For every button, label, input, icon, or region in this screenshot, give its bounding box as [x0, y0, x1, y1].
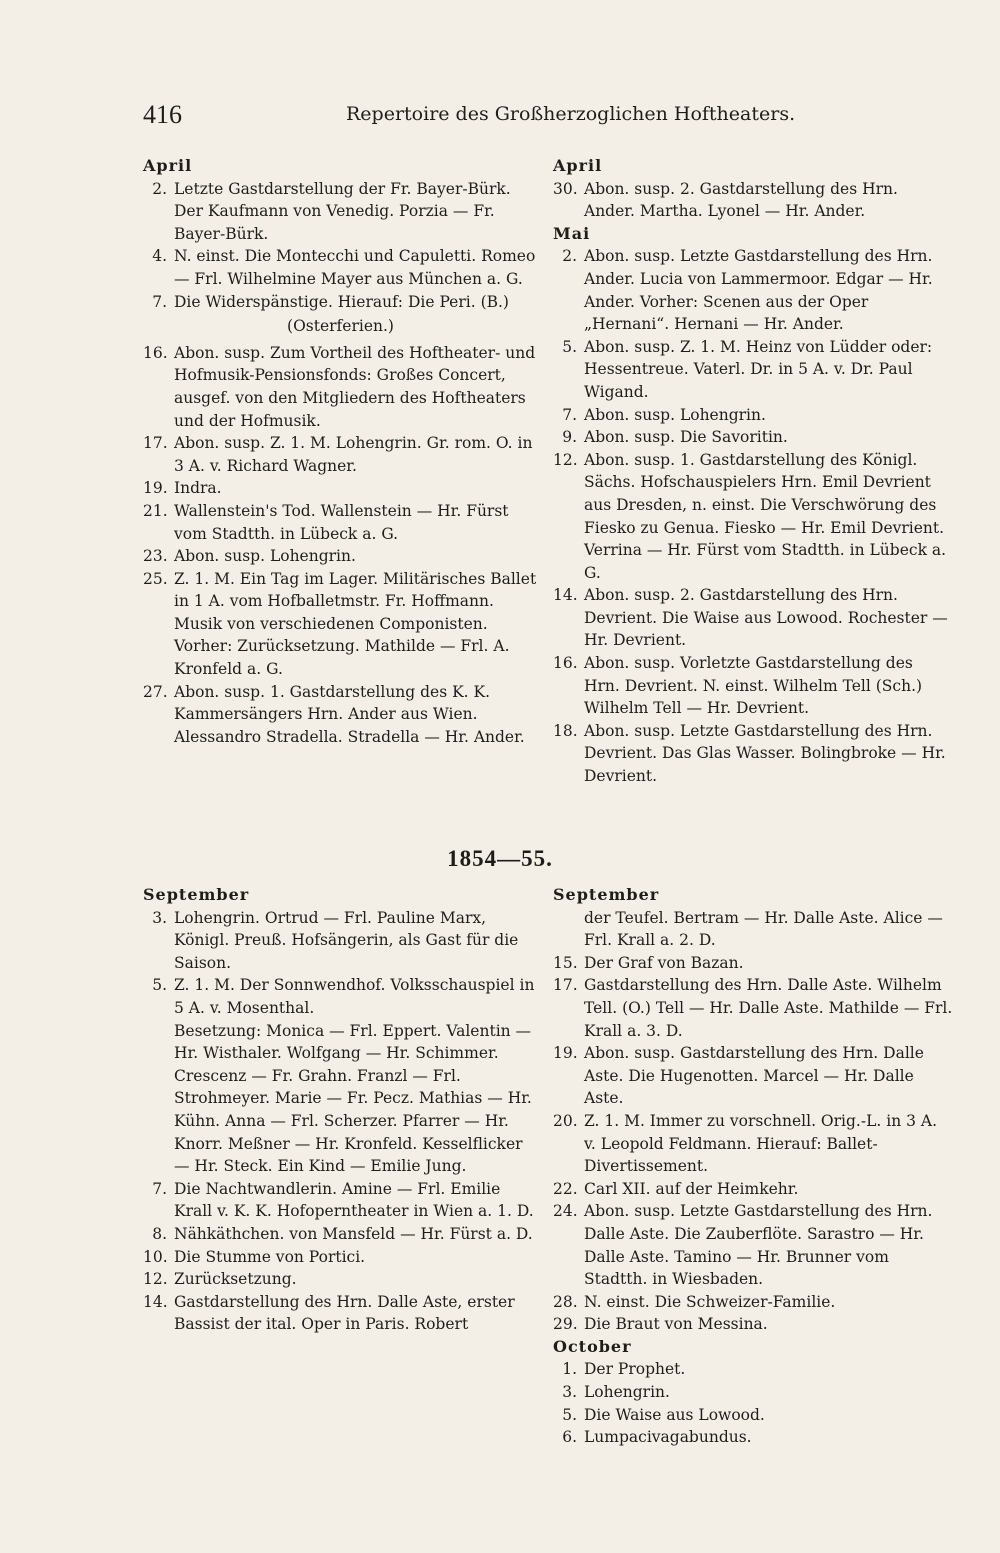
entry-day: 23. — [143, 547, 168, 566]
entry-day: 7. — [152, 1179, 167, 1198]
entry-day: 2. — [152, 179, 167, 198]
repertoire-entry — [143, 568, 538, 681]
entry-text: Wallenstein's Tod. Wallenstein — Hr. Fürst vom Stadtth. in Lübeck a. G. — [174, 501, 509, 543]
repertoire-entry — [553, 336, 953, 404]
entry-day: 4. — [152, 247, 167, 266]
entry-text: Die Stumme von Portici. — [174, 1247, 366, 1266]
repertoire-entry — [143, 477, 538, 500]
repertoire-entry — [553, 1110, 953, 1178]
repertoire-entry — [143, 342, 538, 432]
repertoire-entry — [143, 245, 538, 290]
month-heading: September — [553, 885, 660, 904]
entry-text: Abon. susp. 2. Gastdarstellung des Hrn. Devrient. Die Waise aus Lowood. Rochester — Hr. Devrient. — [584, 586, 948, 650]
entry-text: Z. 1. M. Ein Tag im Lager. Militärisches Ballet in 1 A. vom Hofballetmstr. Fr. Hoffmann. Musik von verschiedenen Componisten. Vorher: Zurücksetzung. Mathilde — Frl. A. Kronfeld a. G. — [174, 569, 537, 679]
entry-day: 5. — [152, 976, 167, 995]
entry-day: 10. — [143, 1247, 168, 1266]
entry-text: Letzte Gastdarstellung der Fr. Bayer-Bürk. Der Kaufmann von Venedig. Porzia — Fr. Bayer-Bürk. — [174, 179, 511, 243]
repertoire-entry — [553, 178, 953, 223]
entry-text: N. einst. Die Schweizer-Familie. — [584, 1292, 836, 1311]
entry-day: 8. — [152, 1224, 167, 1243]
entry-day: 30. — [553, 179, 578, 198]
repertoire-entry — [553, 720, 953, 788]
entry-day: 20. — [553, 1111, 578, 1130]
month-heading: April — [553, 156, 603, 175]
entry-day: 6. — [562, 1428, 577, 1447]
entry-text: Abon. susp. Letzte Gastdarstellung des Hrn. Dalle Aste. Die Zauberflöte. Sarastro — Hr. Dalle Aste. Tamino — Hr. Brunner vom Stadtth. in Wiesbaden. — [584, 1202, 933, 1289]
entry-day: 17. — [143, 434, 168, 453]
entry-day: 16. — [143, 343, 168, 362]
entry-text: Abon. susp. Letzte Gastdarstellung des Hrn. Ander. Lucia von Lammermoor. Edgar — Hr. Ander. Vorher: Scenen aus der Oper „Hernani“. Hernani — Hr. Ander. — [584, 247, 933, 334]
repertoire-entry — [143, 974, 538, 1019]
repertoire-entry — [553, 584, 953, 652]
entry-day: 28. — [553, 1292, 578, 1311]
page-header — [143, 100, 796, 140]
entry-day: 27. — [143, 682, 168, 701]
repertoire-entry — [553, 1404, 953, 1427]
repertoire-entry — [553, 404, 953, 427]
season-heading: 1854—55. — [447, 846, 553, 871]
entry-day: 14. — [143, 1292, 168, 1311]
column-top-left — [143, 155, 538, 748]
repertoire-entry — [553, 1178, 953, 1201]
entry-text: Abon. susp. Letzte Gastdarstellung des Hrn. Devrient. Das Glas Wasser. Bolingbroke — Hr. Devrient. — [584, 721, 946, 786]
repertoire-entry — [553, 449, 953, 585]
entry-day: 3. — [152, 908, 167, 927]
entry-text: Der Prophet. — [584, 1360, 686, 1379]
entry-text: Abon. susp. Gastdarstellung des Hrn. Dalle Aste. Die Hugenotten. Marcel — Hr. Dalle Aste. — [584, 1044, 924, 1108]
repertoire-entry — [553, 652, 953, 720]
entry-day: 22. — [553, 1179, 578, 1198]
repertoire-entry — [143, 1223, 538, 1246]
entry-day: 14. — [553, 586, 578, 605]
repertoire-entry — [143, 1246, 538, 1269]
entry-day: 12. — [553, 450, 578, 469]
entry-day: 15. — [553, 953, 578, 972]
entry-day: 19. — [143, 479, 168, 498]
entry-text: Die Waise aus Lowood. — [584, 1405, 765, 1424]
repertoire-entry — [553, 974, 953, 1042]
month-heading: April — [143, 156, 193, 175]
repertoire-entry — [143, 291, 538, 314]
entry-day: 7. — [152, 292, 167, 311]
column-bottom-right — [553, 884, 953, 1449]
entry-day: 3. — [562, 1383, 577, 1402]
entry-day: 17. — [553, 976, 578, 995]
entry-text: Abon. susp. Vorletzte Gastdarstellung des Hrn. Devrient. N. einst. Wilhelm Tell (Sch.) Wilhelm Tell — Hr. Devrient. — [584, 654, 923, 718]
column-bottom-left — [143, 884, 538, 1336]
entry-text: Abon. susp. Zum Vortheil des Hoftheater- und Hofmusik-Pensionsfonds: Großes Concert, ausgef. von den Mitgliedern des Hoftheaters und der Hofmusik. — [174, 343, 536, 430]
entry-text: Carl XII. auf der Heimkehr. — [584, 1179, 799, 1198]
repertoire-entry — [553, 1381, 953, 1404]
repertoire-entry — [143, 500, 538, 545]
entry-text: Die Widerspänstige. Hierauf: Die Peri. (B.) — [174, 292, 509, 311]
break-note: (Osterferien.) — [287, 317, 394, 336]
entry-text: Nähkäthchen. von Mansfeld — Hr. Fürst a. D. — [174, 1224, 533, 1243]
entry-text: Abon. susp. 1. Gastdarstellung des Königl. Sächs. Hofschauspielers Hrn. Emil Devrient aus Dresden, n. einst. Die Verschwörung des Fiesko zu Genua. Fiesko — Hr. Emil Devrient. Verrina — Hr. Fürst vom Stadtth. in Lübeck a. G. — [584, 450, 947, 582]
repertoire-entry — [553, 426, 953, 449]
repertoire-entry — [553, 1358, 953, 1381]
column-top-right — [553, 155, 953, 788]
repertoire-entry — [553, 1313, 953, 1336]
entry-text: Die Nachtwandlerin. Amine — Frl. Emilie Krall v. K. K. Hofoperntheater in Wien a. 1. D. — [174, 1179, 534, 1221]
entry-day: 18. — [553, 721, 578, 740]
entry-day: 24. — [553, 1202, 578, 1221]
repertoire-entry — [553, 245, 953, 335]
repertoire-entry — [143, 432, 538, 477]
entry-continuation: der Teufel. Bertram — Hr. Dalle Aste. Alice — Frl. Krall a. 2. D. — [584, 908, 943, 950]
entry-text: Lumpacivagabundus. — [584, 1428, 752, 1447]
entry-text: Die Braut von Messina. — [584, 1315, 768, 1334]
repertoire-entry — [143, 1268, 538, 1291]
repertoire-entry — [143, 907, 538, 975]
entry-day: 19. — [553, 1044, 578, 1063]
month-heading: Mai — [553, 223, 591, 243]
entry-day: 21. — [143, 501, 168, 520]
entry-day: 12. — [143, 1270, 168, 1289]
entry-text: Der Graf von Bazan. — [584, 953, 744, 972]
entry-day: 7. — [562, 405, 577, 424]
entry-continuation: Besetzung: Monica — Frl. Eppert. Valentin — Hr. Wisthaler. Wolfgang — Hr. Schimmer. Crescenz — Fr. Grahn. Franzl — Frl. Strohmeyer. Marie — Fr. Pecz. Mathias — Hr. Kühn. Anna — Frl. Scherzer. Pfarrer — Hr. Knorr. Meßner — Hr. Kronfeld. Kesselflicker — Hr. Steck. Ein Kind — Emilie Jung. — [174, 1021, 532, 1176]
running-title: Repertoire des Großherzoglichen Hoftheaters. — [346, 103, 796, 125]
repertoire-entry — [553, 1042, 953, 1110]
entry-text: Zurücksetzung. — [174, 1270, 297, 1289]
entry-text: Z. 1. M. Immer zu vorschnell. Orig.-L. in 3 A. v. Leopold Feldmann. Hierauf: Ballet-Divertissement. — [584, 1111, 938, 1176]
page-number: 416 — [143, 100, 182, 129]
entry-day: 16. — [553, 654, 578, 673]
entry-day: 1. — [562, 1360, 577, 1379]
entry-day: 2. — [562, 247, 577, 266]
month-heading: September — [143, 885, 250, 904]
repertoire-entry — [143, 178, 538, 246]
entry-text: Abon. susp. Die Savoritin. — [584, 428, 788, 447]
entry-text: Abon. susp. Lohengrin. — [174, 547, 356, 566]
entry-text: Lohengrin. Ortrud — Frl. Pauline Marx, Königl. Preuß. Hofsängerin, als Gast für die Saison. — [174, 908, 519, 972]
entry-text: Abon. susp. Z. 1. M. Heinz von Lüdder oder: Hessentreue. Vaterl. Dr. in 5 A. v. Dr. Paul Wigand. — [584, 337, 933, 401]
entry-text: N. einst. Die Montecchi und Capuletti. Romeo — Frl. Wilhelmine Mayer aus München a. G. — [174, 247, 536, 288]
entry-day: 25. — [143, 569, 168, 588]
entry-day: 5. — [562, 1405, 577, 1424]
repertoire-entry — [553, 1200, 953, 1290]
entry-text: Indra. — [174, 479, 222, 498]
entry-day: 29. — [553, 1315, 578, 1334]
entry-day: 5. — [562, 337, 577, 356]
entry-text: Z. 1. M. Der Sonnwendhof. Volksschauspiel in 5 A. v. Mosenthal. — [174, 976, 535, 1017]
repertoire-entry — [553, 952, 953, 975]
repertoire-entry — [143, 1291, 538, 1336]
entry-text: Abon. susp. Lohengrin. — [584, 405, 766, 424]
month-heading: October — [553, 1336, 632, 1356]
repertoire-entry — [143, 1178, 538, 1223]
entry-text: Gastdarstellung des Hrn. Dalle Aste. Wilhelm Tell. (O.) Tell — Hr. Dalle Aste. Mathilde — Frl. Krall a. 3. D. — [584, 976, 953, 1040]
entry-text: Abon. susp. Z. 1. M. Lohengrin. Gr. rom. O. in 3 A. v. Richard Wagner. — [174, 434, 533, 475]
entry-text: Abon. susp. 1. Gastdarstellung des K. K. Kammersängers Hrn. Ander aus Wien. Alessandro Stradella. Stradella — Hr. Ander. — [174, 682, 525, 746]
entry-text: Lohengrin. — [584, 1383, 670, 1402]
entry-text: Gastdarstellung des Hrn. Dalle Aste, erster Bassist der ital. Oper in Paris. Robert — [174, 1292, 515, 1334]
entry-day: 9. — [562, 428, 577, 447]
repertoire-entry — [553, 1291, 953, 1314]
entry-text: Abon. susp. 2. Gastdarstellung des Hrn. Ander. Martha. Lyonel — Hr. Ander. — [584, 179, 898, 221]
repertoire-entry — [553, 1426, 953, 1449]
repertoire-entry — [143, 681, 538, 749]
repertoire-entry — [143, 545, 538, 568]
